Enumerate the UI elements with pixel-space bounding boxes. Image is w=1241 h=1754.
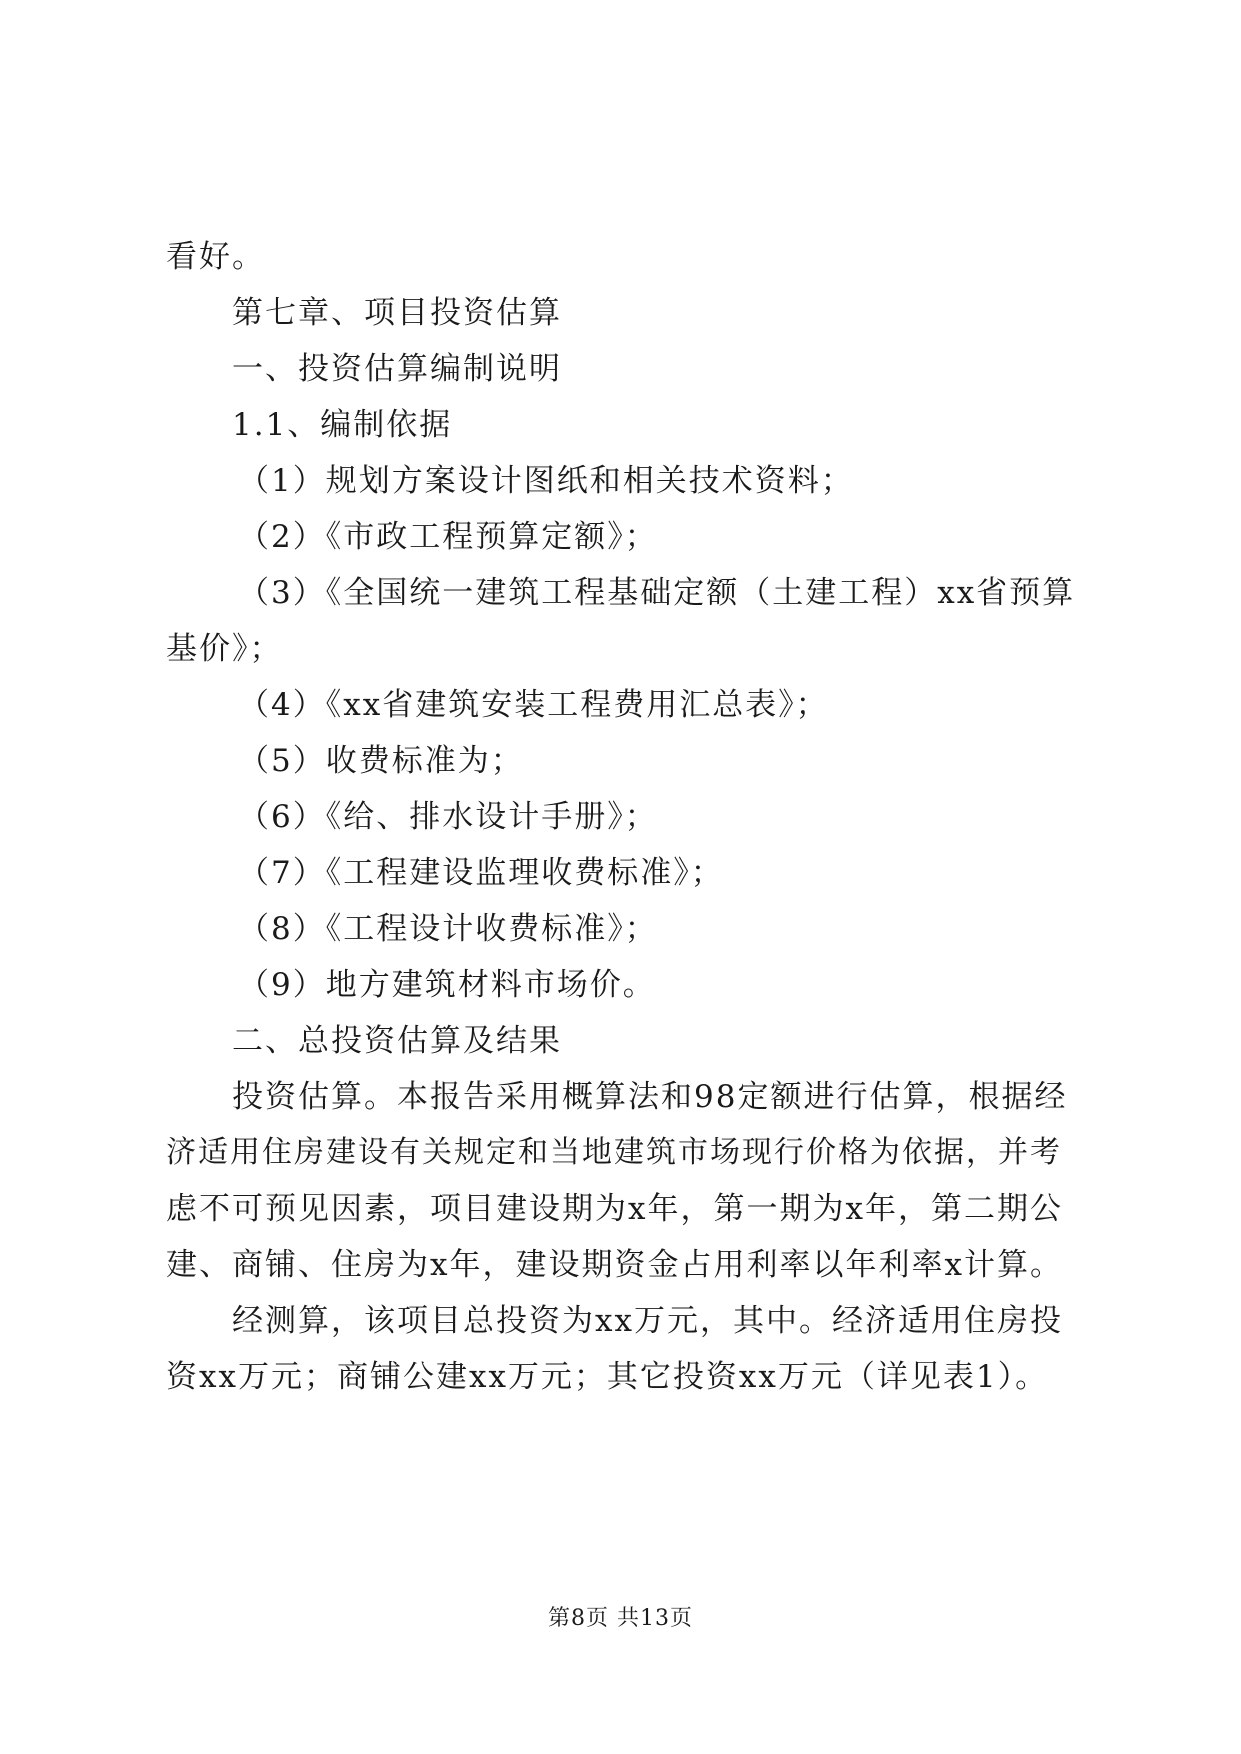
list-item: （2）《市政工程预算定额》； xyxy=(238,519,658,555)
list-item: （3）《全国统一建筑工程基础定额（土建工程）xx省预算 xyxy=(238,575,1076,611)
list-item: （6）《给、排水设计手册》； xyxy=(238,799,658,835)
paragraph-line: 资xx万元；商铺公建xx万元；其它投资xx万元（详见表1）。 xyxy=(166,1359,1049,1395)
paragraph-line: 建、商铺、住房为x年，建设期资金占用利率以年利率x计算。 xyxy=(166,1247,1063,1283)
chapter-heading: 第七章、项目投资估算 xyxy=(232,295,562,331)
text-line: 看好。 xyxy=(166,239,265,275)
subsection-heading: 1.1、编制依据 xyxy=(232,407,453,443)
paragraph-line: 投资估算。本报告采用概算法和98定额进行估算，根据经 xyxy=(232,1079,1068,1115)
list-item: （7）《工程建设监理收费标准》； xyxy=(238,855,724,891)
list-item-continuation: 基价》； xyxy=(166,631,283,667)
list-item: （8）《工程设计收费标准》； xyxy=(238,911,658,947)
section-heading: 二、总投资估算及结果 xyxy=(232,1023,562,1059)
paragraph-line: 虑不可预见因素，项目建设期为x年，第一期为x年，第二期公 xyxy=(166,1191,1063,1227)
page-footer: 第8页 共13页 xyxy=(548,1606,693,1631)
list-item: （5）收费标准为； xyxy=(238,743,524,779)
list-item: （1）规划方案设计图纸和相关技术资料； xyxy=(238,463,854,499)
section-heading: 一、投资估算编制说明 xyxy=(232,351,562,387)
list-item: （4）《xx省建筑安装工程费用汇总表》； xyxy=(238,687,829,723)
paragraph-line: 经测算，该项目总投资为xx万元，其中。经济适用住房投 xyxy=(232,1303,1063,1339)
list-item: （9）地方建筑材料市场价。 xyxy=(238,967,656,1003)
paragraph-line: 济适用住房建设有关规定和当地建筑市场现行价格为依据，并考 xyxy=(166,1135,1062,1170)
